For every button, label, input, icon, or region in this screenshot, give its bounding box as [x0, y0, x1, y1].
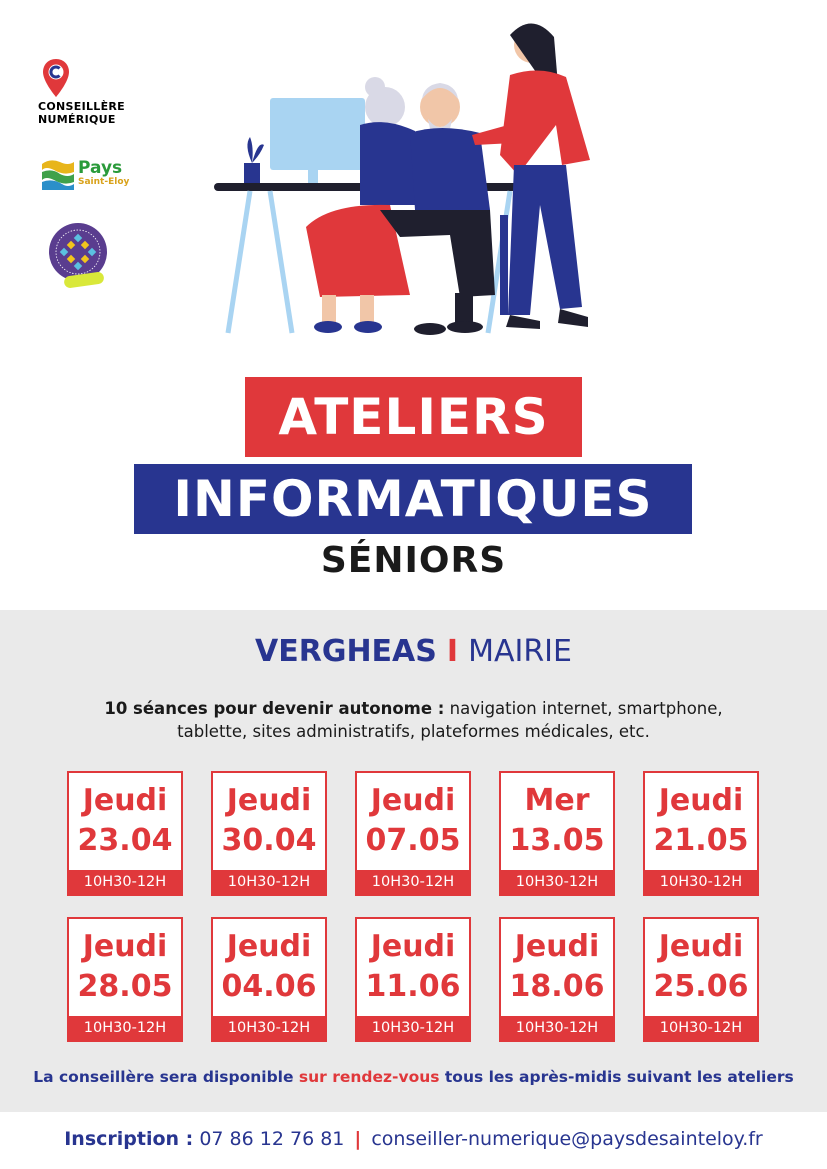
session-date: 04.06: [221, 969, 317, 1004]
location-pin-icon: [42, 58, 70, 98]
session-card: [211, 917, 327, 1042]
session-date: 23.04: [77, 823, 173, 858]
seniors-computer-illustration: [210, 15, 620, 340]
session-time: 10H30-12H: [357, 1016, 469, 1040]
session-date: 25.06: [653, 969, 749, 1004]
session-card: [67, 771, 183, 896]
session-card: [643, 917, 759, 1042]
session-day: Jeudi: [658, 929, 744, 964]
session-date: 18.06: [509, 969, 605, 1004]
session-date: 11.06: [365, 969, 461, 1004]
note-part-2: tous les après-midis suivant les ateliers: [439, 1068, 794, 1086]
description-rest: navigation internet, smartphone,: [444, 699, 723, 718]
session-card: [643, 771, 759, 896]
email-link[interactable]: conseiller-numerique@paysdesainteloy.fr: [371, 1128, 763, 1150]
session-day: Jeudi: [370, 783, 456, 818]
pays-word: Pays: [78, 158, 123, 178]
subtitle-seniors: SÉNIORS: [320, 540, 507, 581]
program-description: [60, 697, 767, 743]
phone-number[interactable]: 07 86 12 76 81: [199, 1128, 345, 1150]
session-day: Mer: [524, 783, 590, 818]
session-date: 28.05: [77, 969, 173, 1004]
title-ateliers: ATELIERS: [245, 377, 582, 457]
badge-icon: [48, 222, 112, 288]
community-badge-logo: [48, 222, 112, 292]
session-time: 10H30-12H: [69, 870, 181, 894]
session-date: 13.05: [509, 823, 605, 858]
session-day: Jeudi: [226, 783, 312, 818]
session-card: [499, 771, 615, 896]
pays-subtitle: Saint-Eloy: [78, 177, 130, 187]
session-card: [355, 917, 471, 1042]
logo-line-2: NUMÉRIQUE: [38, 113, 116, 126]
session-day: Jeudi: [82, 783, 168, 818]
session-card: [355, 771, 471, 896]
title-informatiques: INFORMATIQUES: [134, 464, 692, 534]
session-time: 10H30-12H: [501, 1016, 613, 1040]
session-day: Jeudi: [370, 929, 456, 964]
session-day: Jeudi: [658, 783, 744, 818]
location-place: MAIRIE: [468, 634, 572, 669]
session-time: 10H30-12H: [645, 1016, 757, 1040]
registration-label: Inscription :: [64, 1128, 194, 1150]
pays-saint-eloy-logo: [40, 158, 130, 196]
location-separator: I: [446, 634, 459, 669]
logo-line-1: CONSEILLÈRE: [38, 100, 125, 113]
description-line-2: tablette, sites administratifs, plateformes médicales, etc.: [177, 722, 650, 741]
session-time: 10H30-12H: [213, 1016, 325, 1040]
note-highlight: sur rendez-vous: [298, 1068, 440, 1086]
landscape-icon: [40, 158, 76, 192]
session-time: 10H30-12H: [645, 870, 757, 894]
description-bold: 10 séances pour devenir autonome :: [104, 699, 445, 718]
session-time: 10H30-12H: [501, 870, 613, 894]
location-heading: [0, 634, 827, 669]
session-date: 30.04: [221, 823, 317, 858]
session-card: [67, 917, 183, 1042]
conseillere-numerique-logo: [38, 58, 138, 126]
availability-note: [0, 1068, 827, 1086]
session-time: 10H30-12H: [357, 870, 469, 894]
session-day: Jeudi: [82, 929, 168, 964]
session-card: [499, 917, 615, 1042]
registration-footer: [0, 1128, 827, 1150]
session-card: [211, 771, 327, 896]
session-date: 21.05: [653, 823, 749, 858]
footer-separator: |: [354, 1128, 362, 1150]
session-day: Jeudi: [514, 929, 600, 964]
session-day: Jeudi: [226, 929, 312, 964]
note-part-1: La conseillère sera disponible: [33, 1068, 299, 1086]
session-date: 07.05: [365, 823, 461, 858]
session-time: 10H30-12H: [213, 870, 325, 894]
session-time: 10H30-12H: [69, 1016, 181, 1040]
location-city: VERGHEAS: [255, 634, 437, 669]
